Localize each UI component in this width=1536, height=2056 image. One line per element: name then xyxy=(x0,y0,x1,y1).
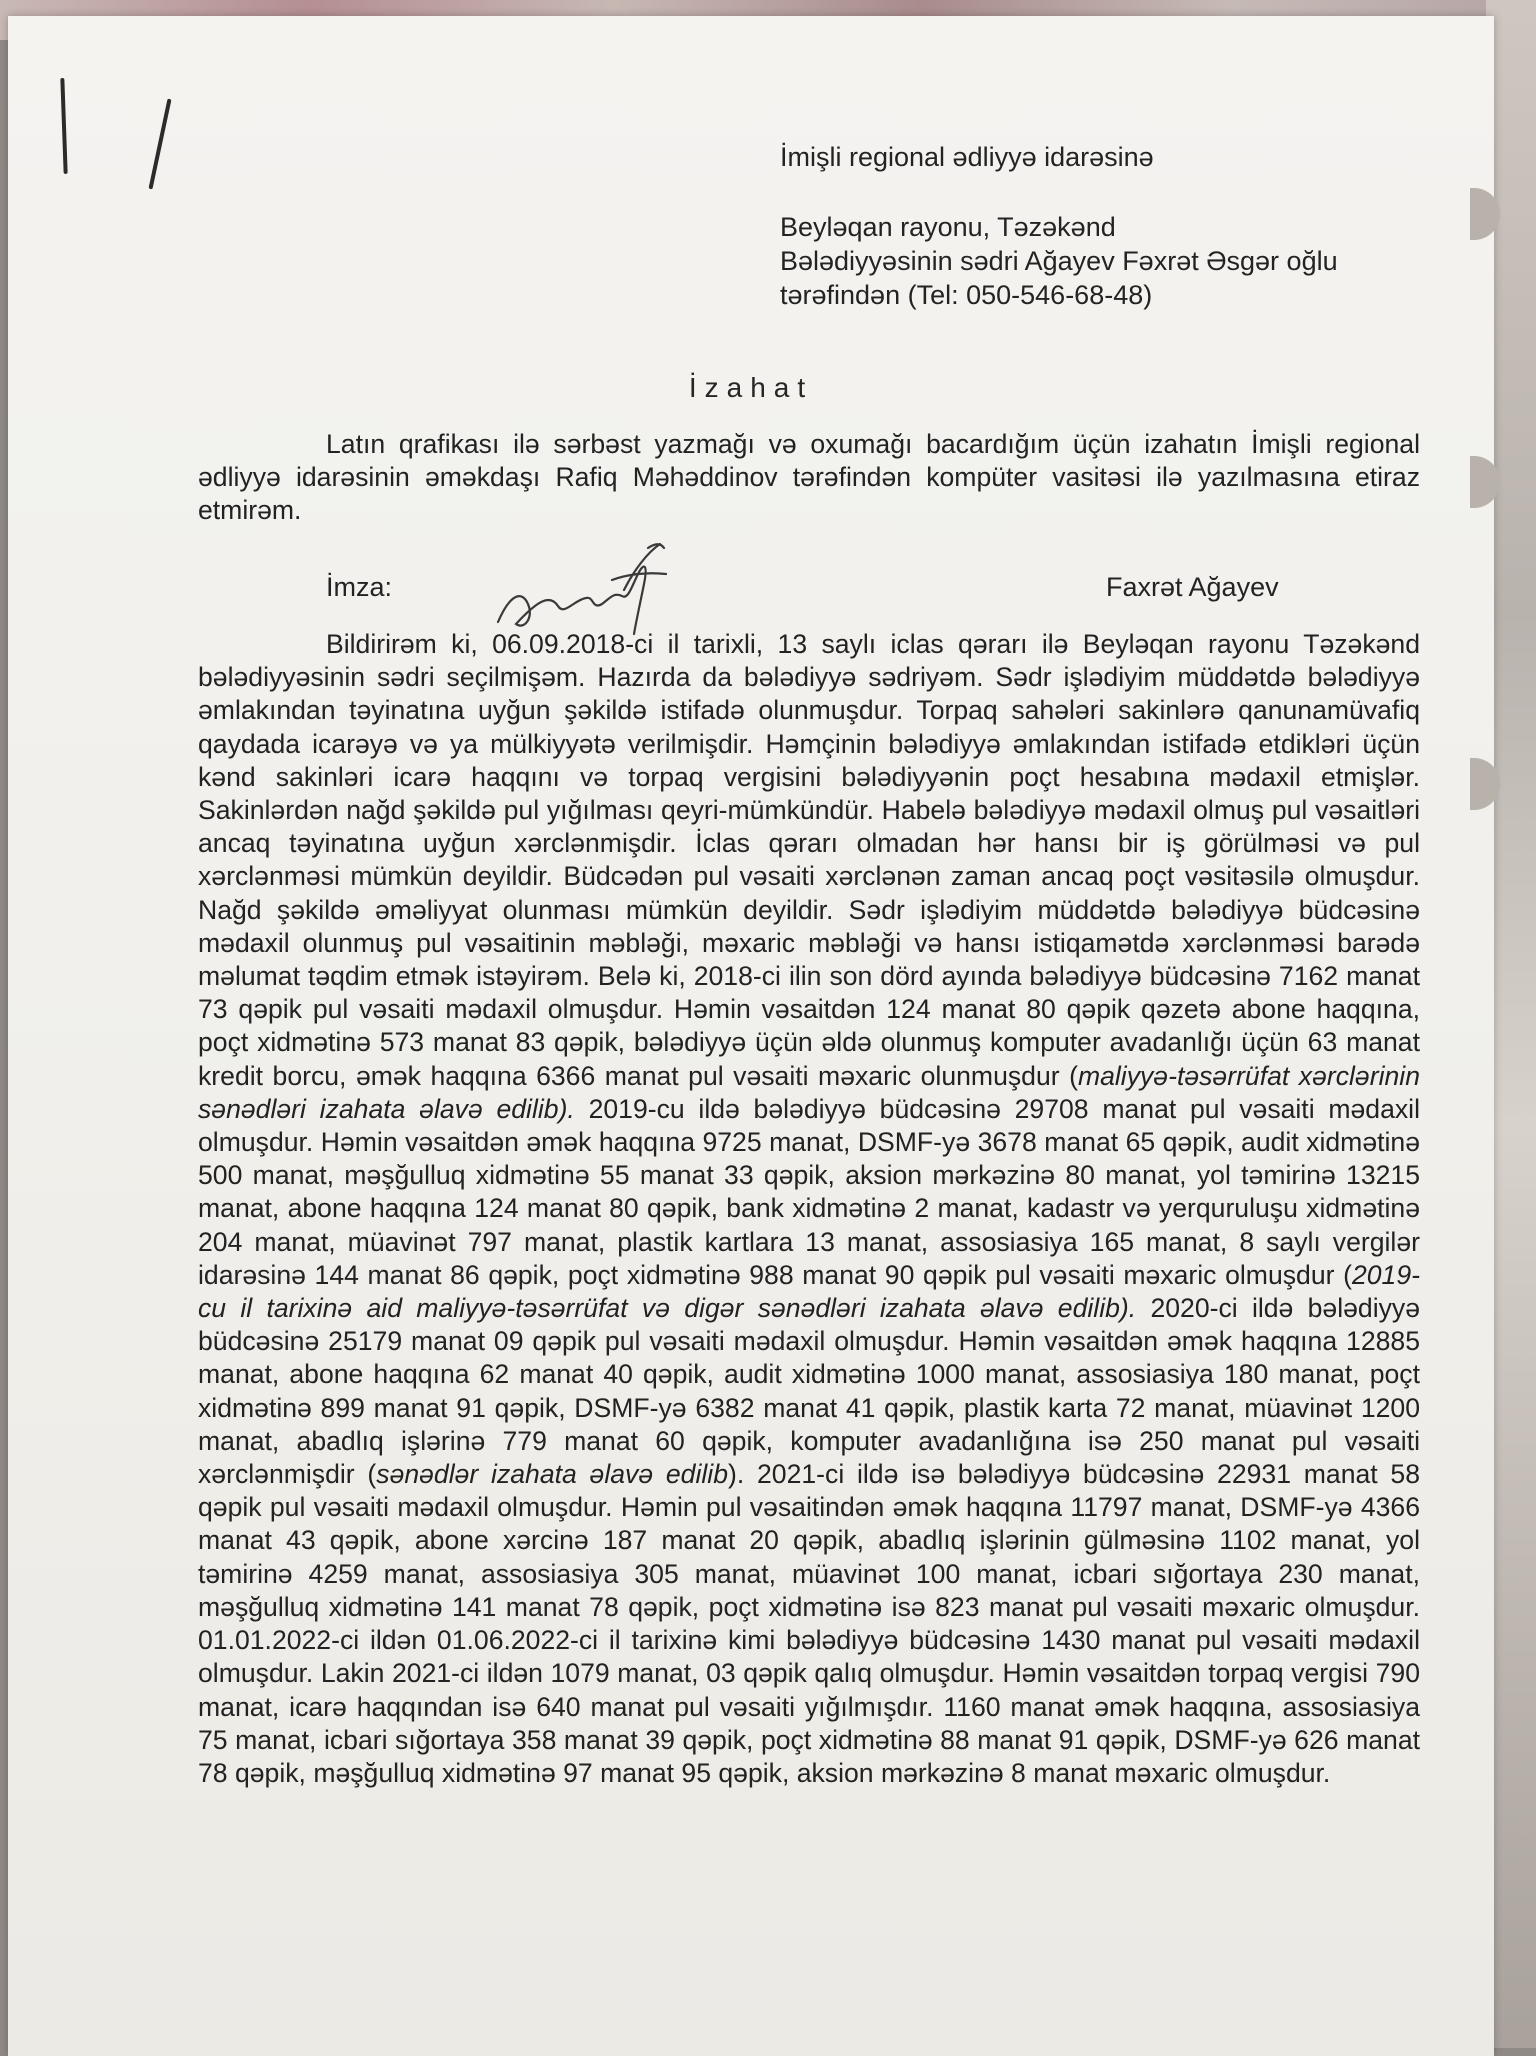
pen-mark xyxy=(148,99,171,190)
body-italic-note-2020: sənədlər izahata əlavə edilib xyxy=(376,1459,728,1490)
pen-mark xyxy=(60,78,67,174)
sender-line-2: Bələdiyyəsinin sədri Ağayev Fəxrət Əsgər oğlu xyxy=(780,246,1338,276)
recipient-line: İmişli regional ədliyyə idarəsinə xyxy=(780,142,1154,172)
body-text-2021-2022: ). 2021-ci ildə isə bələdiyyə büdcəsinə 22931 manat 58 qəpik pul vəsaiti mədaxil olmuşdur. Həmin pul vəsaitindən əmək haqqına 11797 manat, DSMF-yə 4366 manat 43 qəpik, abone xərcinə 187 manat 20 qəpik, abadlıq işlərinin gülməsinə 1102 manat, yol təmirinə 4259 manat, assosiasiya 305 manat, müavinət 100 manat, icbari sığortaya 230 manat, məşğulluq xidmətinə 141 manat 78 qəpik, poçt xidmətinə isə 823 manat pul vəsaiti məxaric olmuşdur. 01.01.2022-ci ildən 01.06.2022-ci il tarixinə kimi bələdiyyə büdcəsinə 1430 manat pul vəsaiti mədaxil olmuşdur. Lakin 2021-ci ildən 1079 manat, 03 qəpik qalıq olmuşdur. Həmin vəsaitdən torpaq vergisi 790 manat, icarə haqqından isə 640 manat pul vəsaiti yığılmışdır. 1160 manat əmək haqqına, assosiasiya 75 manat, icbari sığortaya 358 manat 39 qəpik, poçt xidmətinə 88 manat 91 qəpik, DSMF-yə 626 manat 78 qəpik, məşğulluq xidmətinə 97 manat 95 qəpik, aksion mərkəzinə 8 manat məxaric olmuşdur. xyxy=(198,1459,1421,1788)
body-text-2019: 2019-cu ildə bələdiyyə büdcəsinə 29708 manat pul vəsaiti mədaxil olmuşdur. Həmin vəsaitdən əmək haqqına 9725 manat, DSMF-yə 3678 manat 65 qəpik, audit xidmətinə 500 manat, məşğulluq xidmətinə 55 manat 33 qəpik, aksion mərkəzinə 80 manat, yol təmirinə 13215 manat, abone haqqına 124 manat 80 qəpik, bank xidmətinə 2 manat, kadastr və yerquruluşu xidmətinə 204 manat, müavinət 797 manat, plastik kartlara 13 manat, assosiasiya 165 manat, 8 saylı vergilər idarəsinə 144 manat 86 qəpik, poçt xidmətinə 988 manat 90 qəpik pul vəsaiti məxaric olmuşdur ( xyxy=(198,1093,1420,1290)
body-italic-note-2019: 2019-cu il tarixinə aid maliyyə-təsərrüfat və digər sənədləri izahata əlavə edilib). xyxy=(198,1259,1420,1324)
body-paragraph xyxy=(198,628,1420,1790)
consent-paragraph: Latın qrafikası ilə sərbəst yazmağı və oxumağı bacardığım üçün izahatın İmişli regional ədliyyə idarəsinin əməkdaşı Rafiq Məhəddinov tərəfindən kompüter vasitəsi ilə yazılmasına etiraz etmirəm. xyxy=(198,429,1420,526)
document-title: İzahat xyxy=(688,372,814,403)
signature-label: İmza: xyxy=(326,572,393,602)
document-page xyxy=(8,16,1494,2056)
sender-line-1: Beyləqan rayonu, Təzəkənd xyxy=(780,212,1116,242)
signer-name: Faxrət Ağayev xyxy=(1106,572,1279,602)
body-text-2020: 2020-ci ildə bələdiyyə büdcəsinə 25179 manat 09 qəpik pul vəsaiti mədaxil olmuşdur. Həmin vəsaitdən əmək haqqına 12885 manat, abone haqqına 62 manat 40 qəpik, audit xidmətinə 1000 manat, assosiasiya 180 manat, poçt xidmətinə 899 manat 91 qəpik, DSMF-yə 6382 manat 41 qəpik, plastik karta 72 manat, müavinət 1200 manat, abadlıq işlərinə 779 manat 60 qəpik, komputer avadanlığına isə 250 manat pul vəsaiti xərclənmişdir ( xyxy=(198,1293,1420,1490)
body-text-2018: Bildirirəm ki, 06.09.2018-ci il tarixli, 13 saylı iclas qərarı ilə Beyləqan rayonu Təzəkənd bələdiyyəsinin sədri seçilmişəm. Hazırda da bələdiyyə sədriyəm. Sədr işlədiyim müddətdə bələdiyyə əmlakından təyinatına uyğun şəkildə istifadə olunmuşdur. Torpaq sahələri sakinlərə qanunamüvafiq qaydada icarəyə və ya mülkiyyətə verilmişdir. Həmçinin bələdiyyə əmlakından istifadə etdikləri üçün kənd sakinləri icarə haqqını və torpaq vergisini bələdiyyənin poçt hesabına mədaxil etmişlər. Sakinlərdən nağd şəkildə pul yığılması qeyri-mümkündür. Habelə bələdiyyə mədaxil olmuş pul vəsaitləri ancaq təyinatına uyğun xərclənmişdir. İclas qərarı olmadan hər hansı bir iş görülməsi və pul xərclənməsi mümkün deyildir. Büdcədən pul vəsaiti xərclənən zaman ancaq poçt vəsitəsilə olmuşdur. Nağd şəkildə əməliyyat olunması mümkün deyildir. Sədr işlədiyim müddətdə bələdiyyə büdcəsinə mədaxil olunmuş pul vəsaitinin məbləği, məxaric məbləği və hansı istiqamətdə xərclənməsi barədə məlumat təqdim etmək istəyirəm. Belə ki, 2018-ci ilin son dörd ayında bələdiyyə büdcəsinə 7162 manat 73 qəpik pul vəsaiti mədaxil olmuşdur. Həmin vəsaitdən 124 manat 80 qəpik qəzetə abone haqqına, poçt xidmətinə 573 manat 83 qəpik, bələdiyyə üçün əldə olunmuş komputer avadanlığı üçün 63 manat kredit borcu, əmək haqqına 6366 manat pul vəsaiti məxaric olunmuşdur ( xyxy=(198,629,1420,1091)
sender-line-3: tərəfindən (Tel: 050-546-68-48) xyxy=(780,280,1153,310)
body-italic-note-2018: maliyyə-təsərrüfat xərclərinin sənədləri izahata əlavə edilib). xyxy=(198,1060,1420,1124)
